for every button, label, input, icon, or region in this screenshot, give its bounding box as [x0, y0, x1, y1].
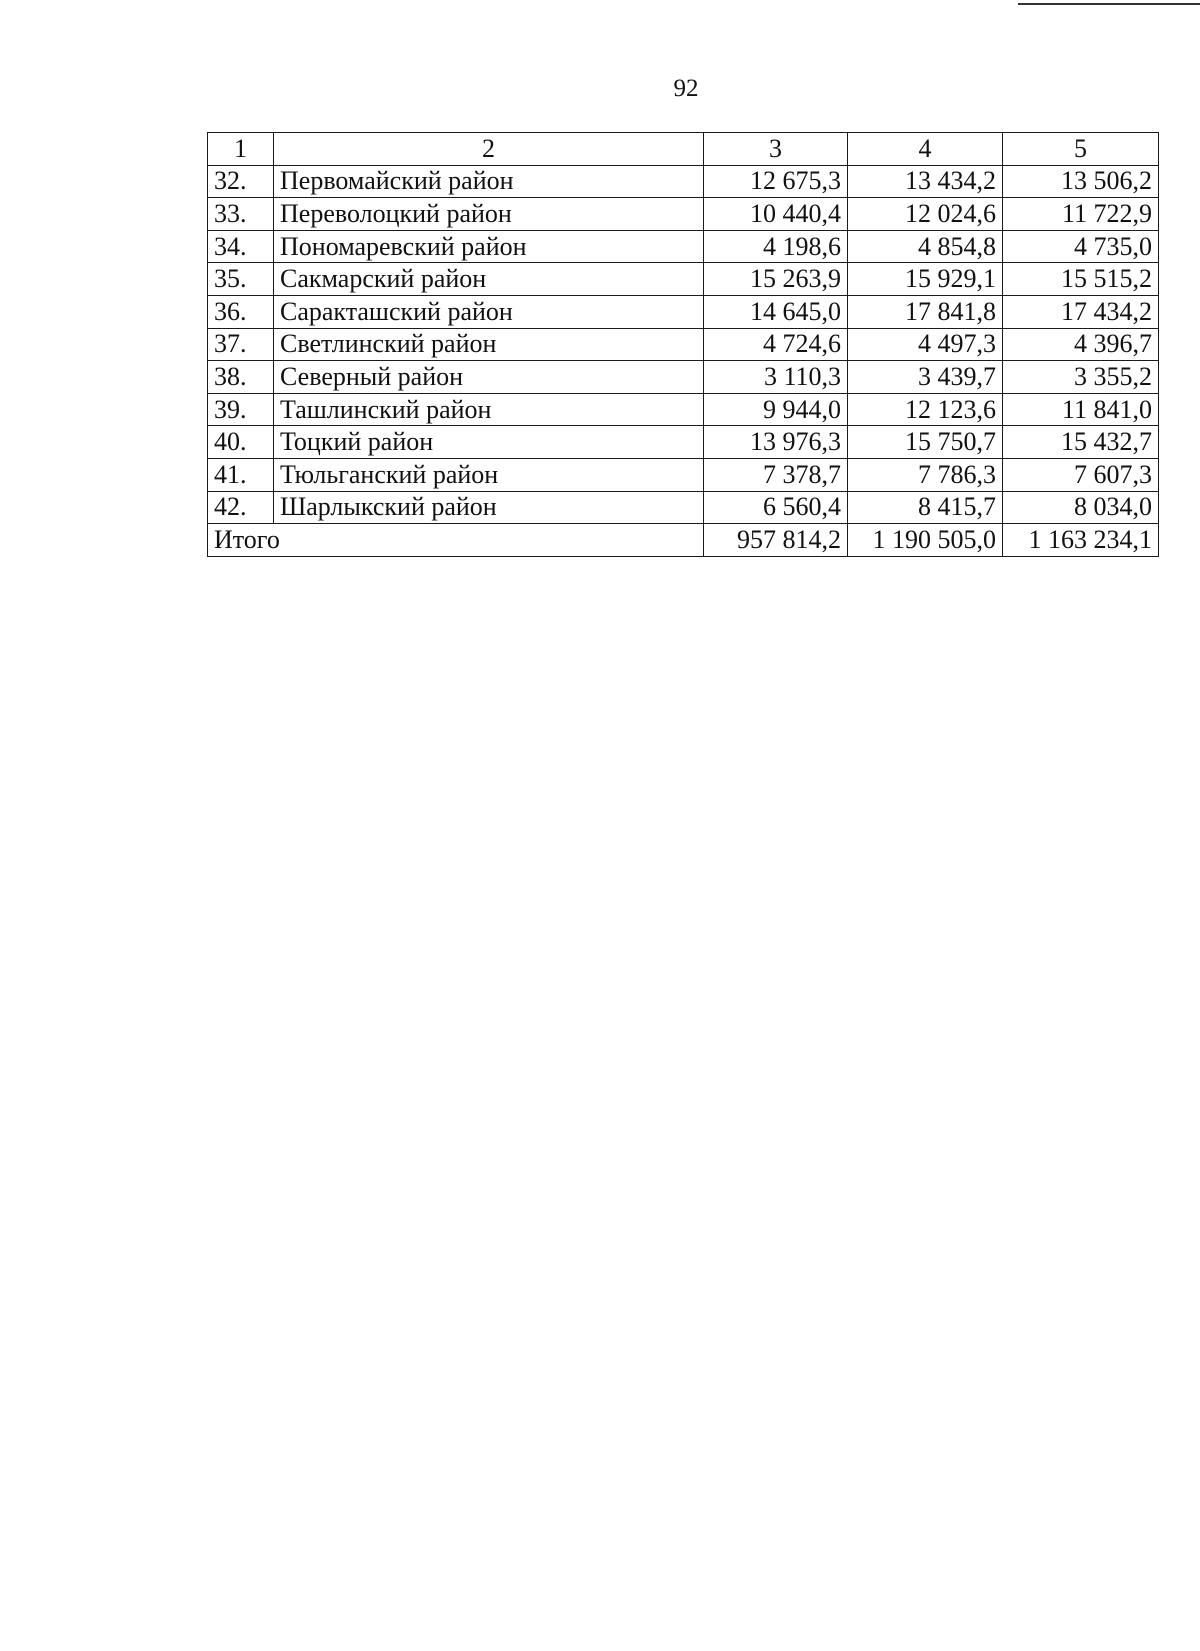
value-col-4: 17 841,8: [848, 295, 1003, 328]
value-col-5: 11 722,9: [1003, 198, 1159, 231]
value-col-3: 6 560,4: [704, 491, 848, 524]
value-col-4: 12 024,6: [848, 198, 1003, 231]
district-name: Северный район: [274, 361, 704, 394]
district-name: Шарлыкский район: [274, 491, 704, 524]
value-col-3: 12 675,3: [704, 165, 848, 198]
row-number: 41.: [208, 458, 274, 491]
value-col-5: 13 506,2: [1003, 165, 1159, 198]
header-cell: 3: [704, 133, 848, 166]
value-col-4: 15 750,7: [848, 426, 1003, 459]
value-col-5: 4 396,7: [1003, 328, 1159, 361]
value-col-5: 4 735,0: [1003, 230, 1159, 263]
table-row: [208, 230, 1159, 263]
value-col-3: 4 198,6: [704, 230, 848, 263]
row-number: 42.: [208, 491, 274, 524]
table-row: [208, 491, 1159, 524]
value-col-4: 7 786,3: [848, 458, 1003, 491]
row-number: 33.: [208, 198, 274, 231]
district-name: Переволоцкий район: [274, 198, 704, 231]
value-col-4: 3 439,7: [848, 361, 1003, 394]
top-rule: [1018, 3, 1200, 5]
district-name: Тоцкий район: [274, 426, 704, 459]
value-col-3: 15 263,9: [704, 263, 848, 296]
district-name: Пономаревский район: [274, 230, 704, 263]
row-number: 37.: [208, 328, 274, 361]
table-row: [208, 198, 1159, 231]
value-col-5: 3 355,2: [1003, 361, 1159, 394]
row-number: 32.: [208, 165, 274, 198]
district-name: Саракташский район: [274, 295, 704, 328]
value-col-5: 7 607,3: [1003, 458, 1159, 491]
data-table: [207, 132, 1159, 557]
value-col-5: 15 432,7: [1003, 426, 1159, 459]
value-col-3: 4 724,6: [704, 328, 848, 361]
table-row: [208, 458, 1159, 491]
value-col-5: 17 434,2: [1003, 295, 1159, 328]
total-col-3: 957 814,2: [704, 524, 848, 557]
table-row: [208, 295, 1159, 328]
table-row: [208, 426, 1159, 459]
district-name: Первомайский район: [274, 165, 704, 198]
district-name: Светлинский район: [274, 328, 704, 361]
value-col-4: 13 434,2: [848, 165, 1003, 198]
value-col-3: 7 378,7: [704, 458, 848, 491]
total-label: Итого: [208, 524, 704, 557]
row-number: 40.: [208, 426, 274, 459]
table-row: [208, 328, 1159, 361]
value-col-5: 15 515,2: [1003, 263, 1159, 296]
value-col-4: 4 854,8: [848, 230, 1003, 263]
value-col-3: 13 976,3: [704, 426, 848, 459]
total-col-5: 1 163 234,1: [1003, 524, 1159, 557]
table-row: [208, 165, 1159, 198]
district-name: Сакмарский район: [274, 263, 704, 296]
table-row: [208, 361, 1159, 394]
total-row: [208, 524, 1159, 557]
district-name: Тюльганский район: [274, 458, 704, 491]
header-cell: 1: [208, 133, 274, 166]
value-col-3: 9 944,0: [704, 393, 848, 426]
row-number: 39.: [208, 393, 274, 426]
table-row: [208, 263, 1159, 296]
header-cell: 5: [1003, 133, 1159, 166]
header-cell: 2: [274, 133, 704, 166]
value-col-4: 4 497,3: [848, 328, 1003, 361]
value-col-4: 8 415,7: [848, 491, 1003, 524]
header-row: [208, 133, 1159, 166]
value-col-3: 10 440,4: [704, 198, 848, 231]
total-col-4: 1 190 505,0: [848, 524, 1003, 557]
row-number: 38.: [208, 361, 274, 394]
page-number: 92: [673, 75, 699, 102]
district-name: Ташлинский район: [274, 393, 704, 426]
row-number: 36.: [208, 295, 274, 328]
value-col-3: 14 645,0: [704, 295, 848, 328]
value-col-3: 3 110,3: [704, 361, 848, 394]
row-number: 34.: [208, 230, 274, 263]
value-col-4: 12 123,6: [848, 393, 1003, 426]
value-col-5: 8 034,0: [1003, 491, 1159, 524]
header-cell: 4: [848, 133, 1003, 166]
value-col-5: 11 841,0: [1003, 393, 1159, 426]
value-col-4: 15 929,1: [848, 263, 1003, 296]
table-row: [208, 393, 1159, 426]
row-number: 35.: [208, 263, 274, 296]
